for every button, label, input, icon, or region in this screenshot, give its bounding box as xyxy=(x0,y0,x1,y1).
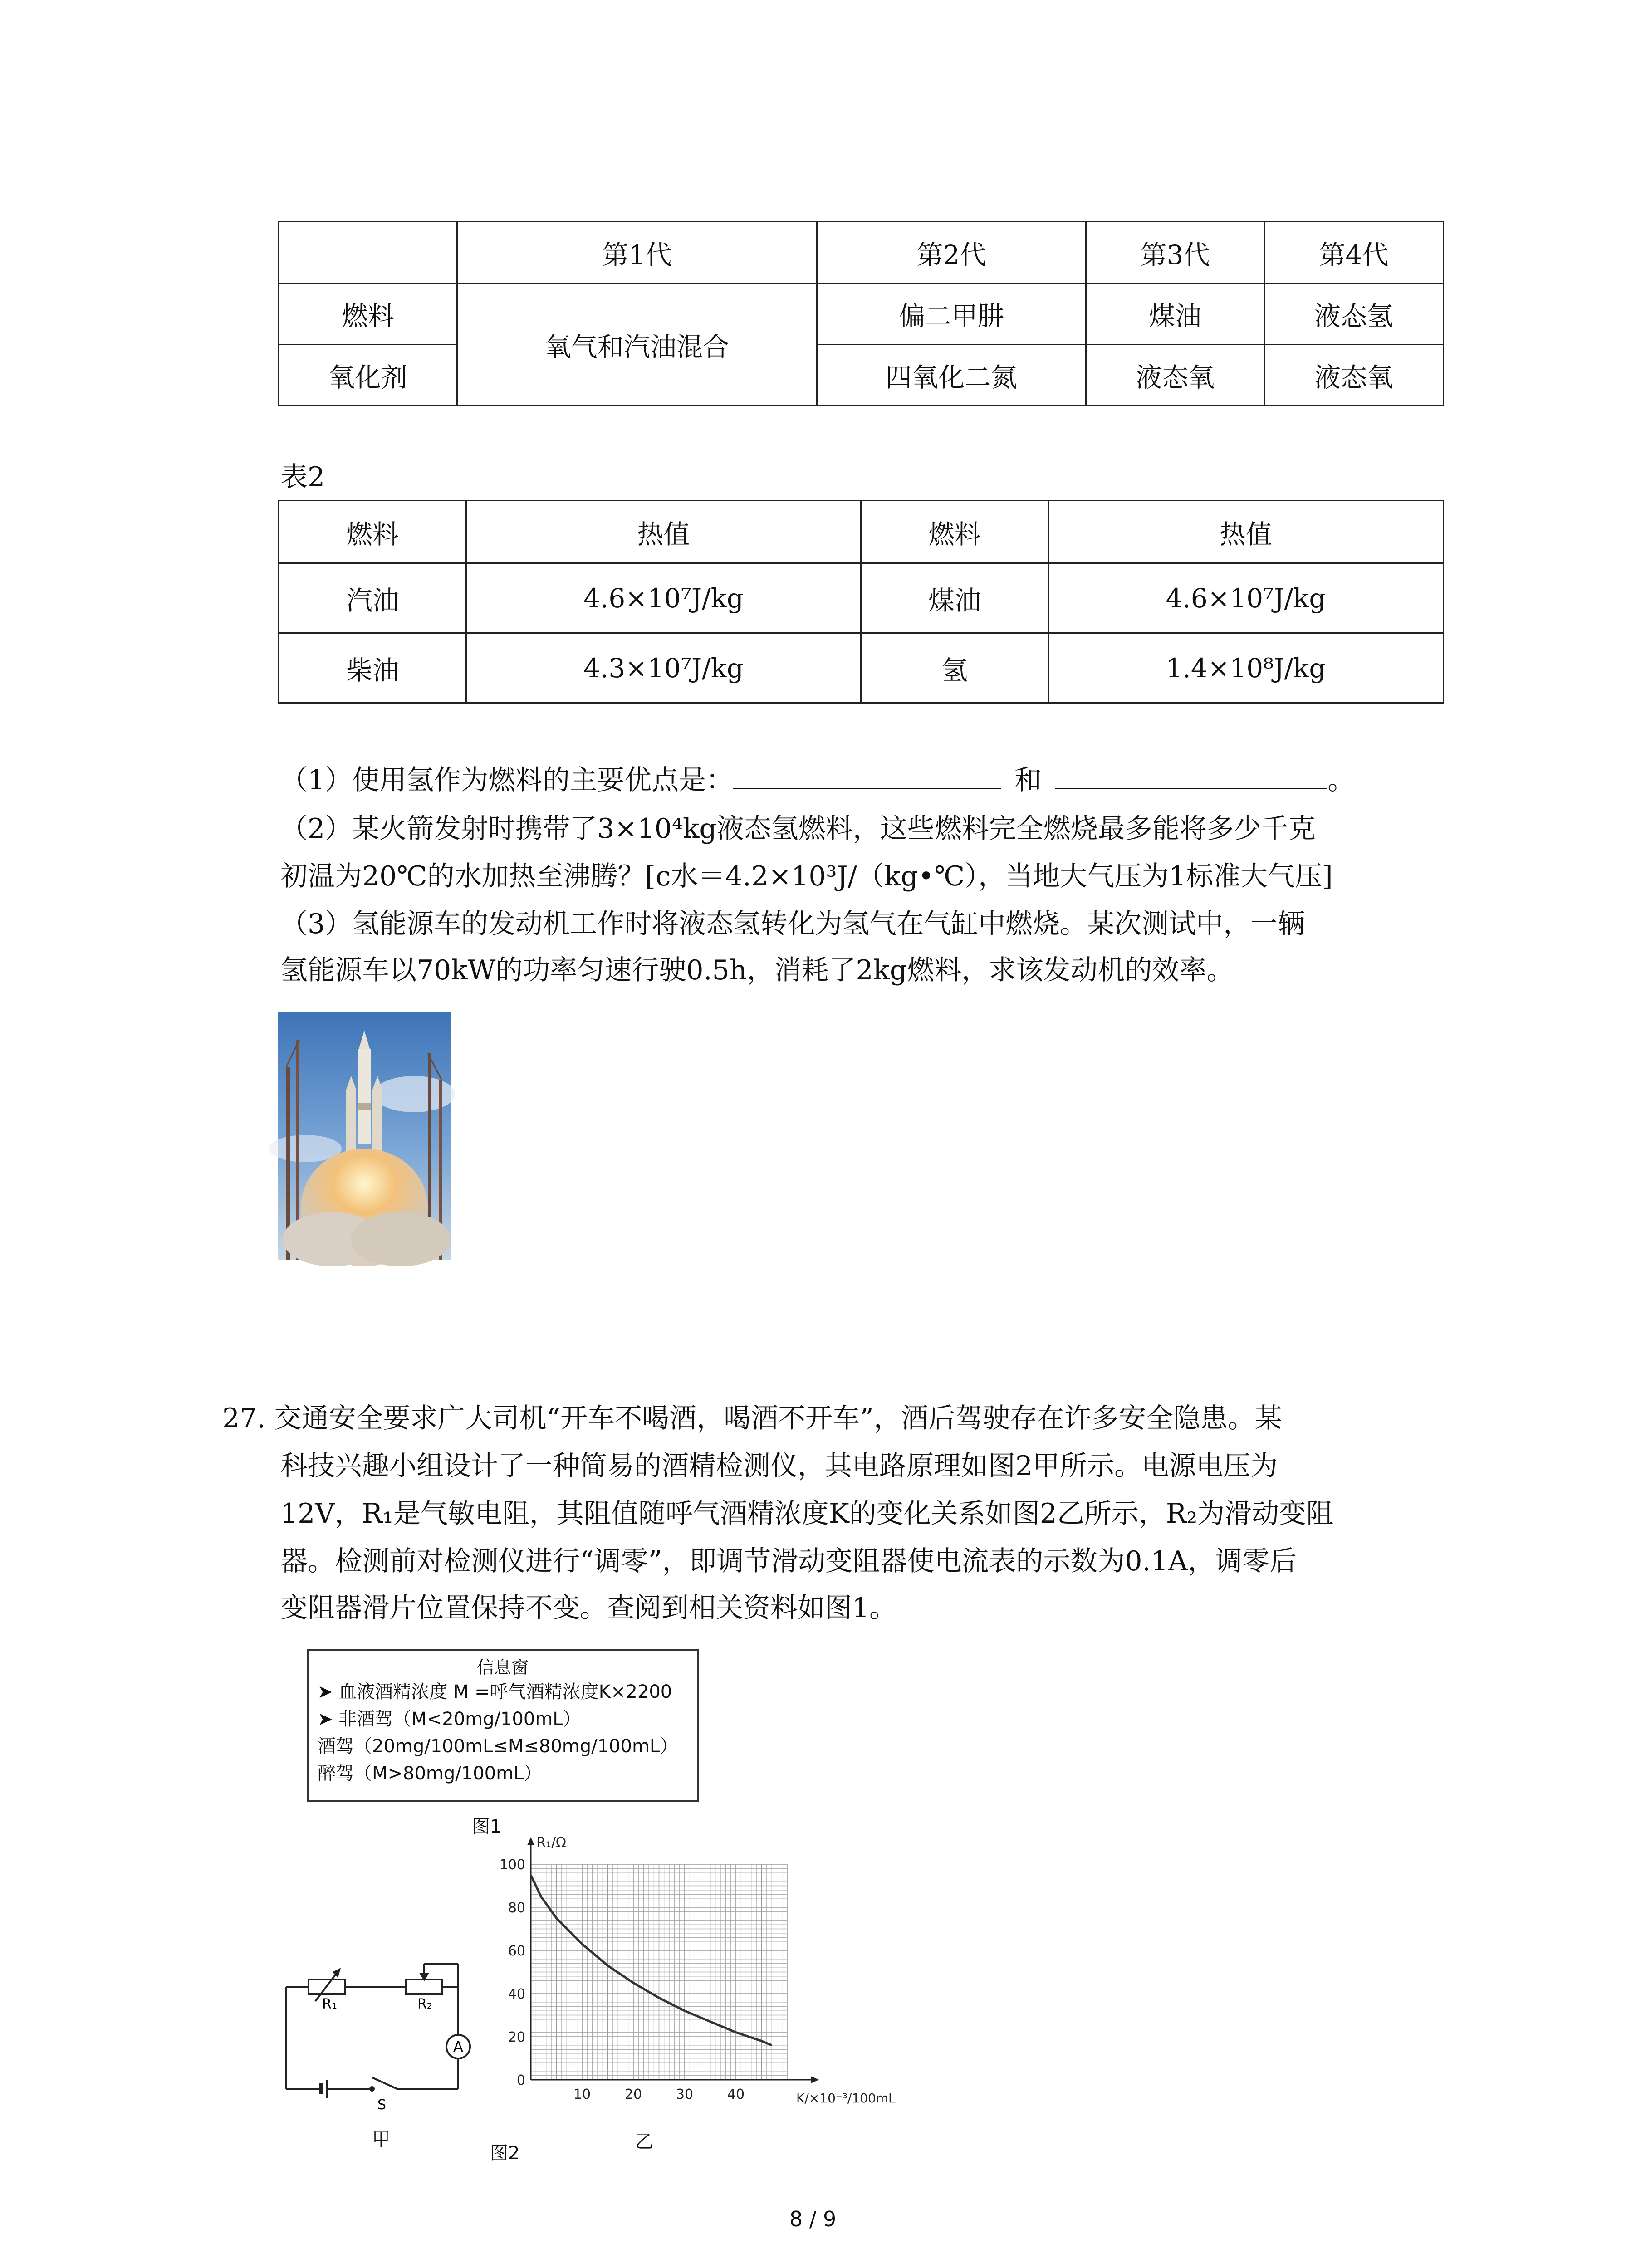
table-cell: 4.3×10⁷J/kg xyxy=(466,633,861,703)
label-ammeter: A xyxy=(453,2038,463,2055)
label-r2: R₂ xyxy=(417,1996,432,2012)
table-header-cell xyxy=(279,222,457,284)
fig2-caption: 图2 xyxy=(490,2143,520,2164)
table-cell: 偏二甲肼 xyxy=(817,284,1086,345)
table-cell: 4.6×10⁷J/kg xyxy=(1048,563,1444,633)
page-number: 8 / 9 xyxy=(789,2207,837,2231)
q26-part1-prompt: （1）使用氢作为燃料的主要优点是： xyxy=(280,764,734,796)
x-axis-arrow xyxy=(811,2076,819,2083)
table-cell-merged: 氧气和汽油混合 xyxy=(457,284,817,406)
table-cell: 柴油 xyxy=(279,633,466,703)
x-tick-label: 40 xyxy=(727,2087,745,2102)
row-label-oxidizer: 氧化剂 xyxy=(279,345,457,406)
q26-part3-line1: （3）氢能源车的发动机工作时将液态氢转化为氢气在气缸中燃烧。某次测试中，一辆 xyxy=(280,908,1305,940)
rocket-launch-photo xyxy=(278,1012,451,1260)
table2-caption: 表2 xyxy=(280,461,325,493)
resistance-concentration-chart xyxy=(485,1814,896,2132)
table-header-cell: 第1代 xyxy=(457,222,817,284)
info-box-title: 信息窗 xyxy=(476,1657,529,1677)
y-tick-label: 0 xyxy=(516,2072,525,2088)
q27-line2: 科技兴趣小组设计了一种简易的酒精检测仪，其电路原理如图2甲所示。电源电压为 xyxy=(280,1450,1278,1482)
q26-part2-line2: 初温为20℃的水加热至沸腾？[c水＝4.2×10³J/（kg•℃），当地大气压为1标准大气压] xyxy=(280,860,1333,892)
table-cell: 1.4×10⁸J/kg xyxy=(1048,633,1444,703)
table-cell: 四氧化二氮 xyxy=(817,345,1086,406)
table-cell: 煤油 xyxy=(861,563,1048,633)
info-box xyxy=(307,1649,699,1802)
q27-line1: 27. 交通安全要求广大司机“开车不喝酒，喝酒不开车”，酒后驾驶存在许多安全隐患。某 xyxy=(222,1403,1282,1434)
q26-part1-end: 。 xyxy=(1327,764,1355,796)
row-label-fuel: 燃料 xyxy=(279,284,457,345)
q26-part1 xyxy=(280,757,1355,804)
x-tick-label: 30 xyxy=(676,2087,694,2102)
table-header-cell: 热值 xyxy=(466,501,861,563)
x-tick-label: 10 xyxy=(573,2087,591,2102)
table-header-cell: 燃料 xyxy=(861,501,1048,563)
x-axis-label: K/×10⁻³/100mL xyxy=(796,2091,896,2106)
table-header-cell: 第2代 xyxy=(817,222,1086,284)
y-tick-label: 100 xyxy=(499,1857,525,1873)
table-header-cell: 热值 xyxy=(1048,501,1444,563)
table-heat-values xyxy=(278,500,1444,704)
table-cell: 汽油 xyxy=(279,563,466,633)
circuit-caption: 甲 xyxy=(372,2129,390,2150)
table-cell: 液态氧 xyxy=(1264,345,1444,406)
table-rocket-generations xyxy=(278,221,1444,406)
q26-part1-and: 和 xyxy=(1014,764,1042,796)
y-axis-label: R₁/Ω xyxy=(536,1835,566,1851)
info-line: ➤ 非酒驾（M<20mg/100mL） xyxy=(318,1709,581,1730)
table-header-cell: 第3代 xyxy=(1086,222,1264,284)
q27-line3: 12V，R₁是气敏电阻，其阻值随呼气酒精浓度K的变化关系如图2乙所示，R₂为滑动变阻 xyxy=(280,1498,1334,1530)
table-cell: 氢 xyxy=(861,633,1048,703)
y-tick-label: 20 xyxy=(508,2029,525,2045)
table-header-cell: 第4代 xyxy=(1264,222,1444,284)
y-tick-label: 40 xyxy=(508,1986,525,2002)
table-cell: 煤油 xyxy=(1086,284,1264,345)
q26-part2-line1: （2）某火箭发射时携带了3×10⁴kg液态氢燃料，这些燃料完全燃烧最多能将多少千克 xyxy=(280,813,1316,845)
y-tick-label: 80 xyxy=(508,1900,525,1916)
y-tick-label: 60 xyxy=(508,1943,525,1959)
info-line: 酒驾（20mg/100mL≤M≤80mg/100mL） xyxy=(318,1736,678,1757)
x-tick-label: 20 xyxy=(624,2087,642,2102)
label-r1: R₁ xyxy=(322,1996,337,2012)
answer-blank-1[interactable] xyxy=(733,759,1001,789)
circuit-diagram xyxy=(272,1950,472,2123)
label-switch: S xyxy=(377,2097,387,2113)
y-axis-arrow xyxy=(527,1837,534,1845)
fig1-caption: 图1 xyxy=(472,1816,502,1837)
q27-line5: 变阻器滑片位置保持不变。查阅到相关资料如图1。 xyxy=(280,1592,897,1624)
table-cell: 4.6×10⁷J/kg xyxy=(466,563,861,633)
q26-part3-line2: 氢能源车以70kW的功率匀速行驶0.5h，消耗了2kg燃料，求该发动机的效率。 xyxy=(280,954,1234,986)
chart-caption: 乙 xyxy=(635,2131,653,2152)
info-line: ➤ 血液酒精浓度 M =呼气酒精浓度K×2200 xyxy=(318,1681,672,1702)
info-line: 醉驾（M>80mg/100mL） xyxy=(318,1763,542,1784)
q27-line4: 器。检测前对检测仪进行“调零”，即调节滑动变阻器使电流表的示数为0.1A，调零后 xyxy=(280,1545,1297,1577)
answer-blank-2[interactable] xyxy=(1055,759,1327,789)
table-cell: 液态氢 xyxy=(1264,284,1444,345)
table-cell: 液态氧 xyxy=(1086,345,1264,406)
table-header-cell: 燃料 xyxy=(279,501,466,563)
